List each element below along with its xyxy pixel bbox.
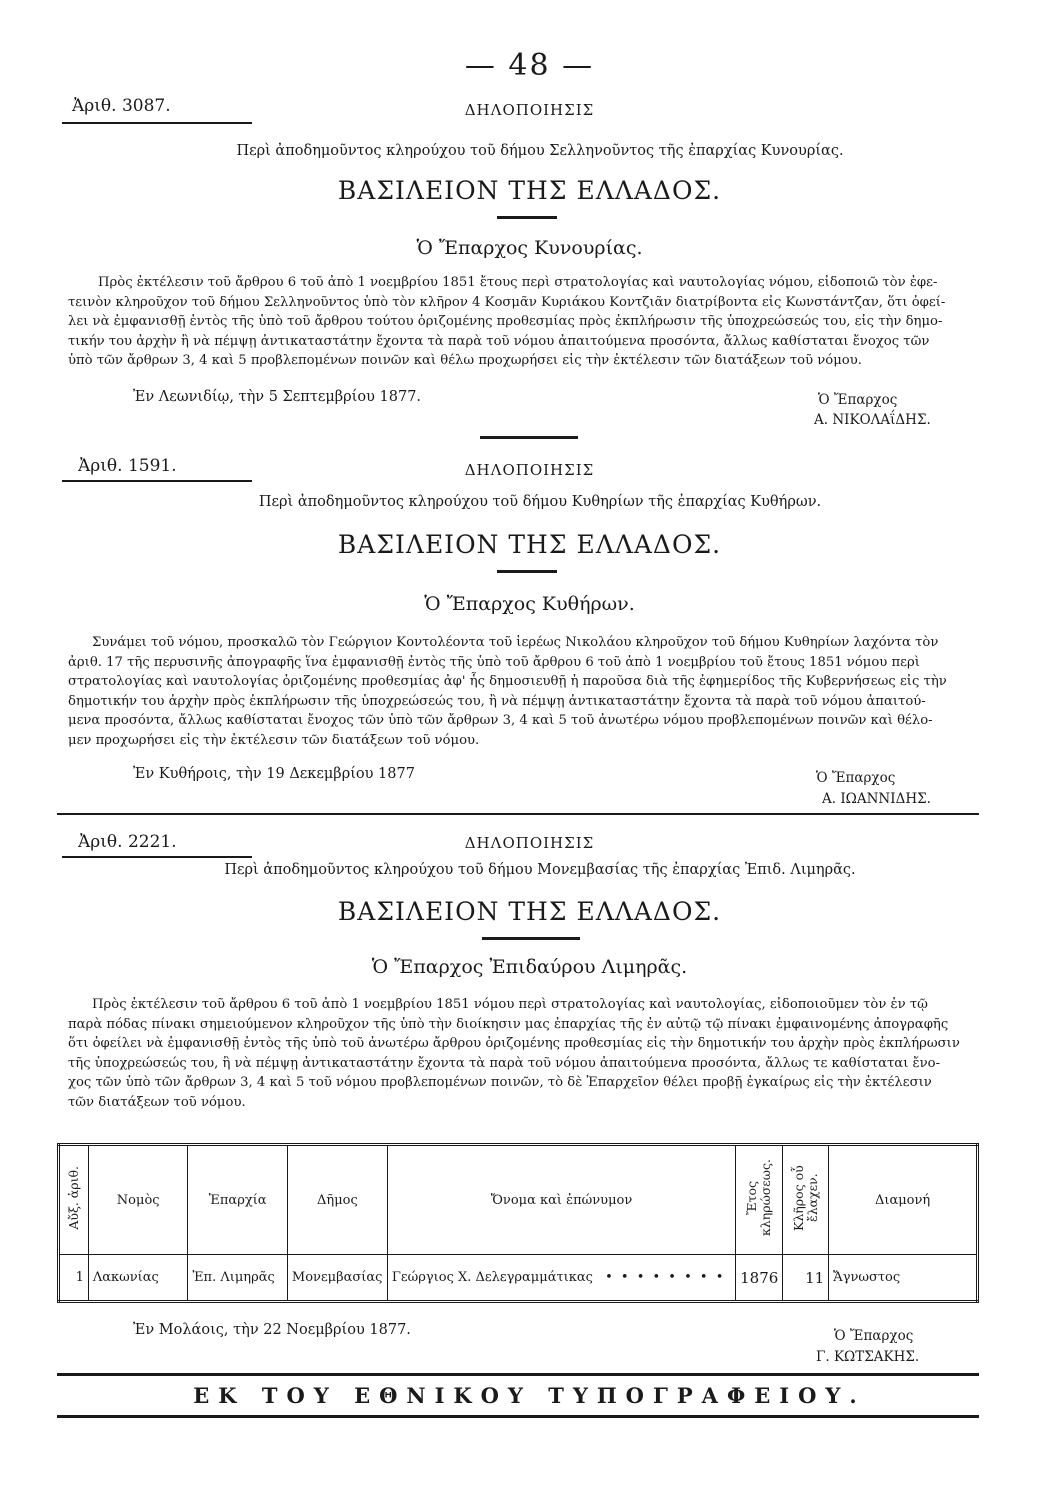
notice-1-prefect: Ὁ Ἔπαρχος Κυνουρίας. [416, 237, 643, 259]
notice-3-date: Ἐν Μολάοις, τὴν 22 Νοεμβρίου 1877. [133, 1322, 411, 1338]
body-line: δημοτικήν του ἀρχὴν πρὸς ἐκπλήρωσιν τῆς ὑποχρεώσεώς του, ἢ νὰ πέμψῃ ἀντικαταστάτην ἔχοντα τὰ παρὰ τοῦ νόμου ἀπαιτού- [68, 693, 926, 709]
notice-2-number: Ἀριθ. 1591. [78, 456, 177, 476]
notice-2-prefect: Ὁ Ἔπαρχος Κυθήρων. [424, 593, 635, 615]
cell-residence: Ἄγνωστος [829, 1255, 978, 1302]
body-line: μενα προσόντα, ἄλλως καθίσταται ἔνοχος τῶν ὑπὸ τῶν ἄρθρων 3, 4 καὶ 5 τοῦ ἀνωτέρω νόμου προβλεπομένων ποινῶν καὶ θέλο- [68, 713, 933, 728]
notice-2-ornament-rule [497, 570, 557, 573]
notice-2-number-underline [62, 480, 252, 482]
notice-separator [480, 436, 578, 439]
notice-3-heading: ΔΗΛΟΠΟΙΗΣΙΣ [464, 834, 595, 852]
col-header-residence: Διαμονή [829, 1145, 978, 1255]
notice-separator [57, 813, 979, 815]
notice-3-body [68, 995, 978, 1112]
notice-1-body [68, 273, 978, 371]
cell-serial: 1 [59, 1255, 89, 1302]
conscript-table [57, 1143, 979, 1303]
notice-3-signer-name: Γ. ΚΩΤΣΑΚΗΣ. [816, 1349, 920, 1365]
notice-1-signer-name: Α. ΝΙΚΟΛΑΐΔΗΣ. [814, 412, 931, 428]
notice-1-ornament-rule [497, 216, 557, 219]
notice-1-signer-title: Ὁ Ἔπαρχος [818, 392, 898, 408]
notice-3-signer-title: Ὁ Ἔπαρχος [834, 1328, 914, 1344]
col-header-name: Ὄνομα καὶ ἐπώνυμον [387, 1145, 735, 1255]
notice-2-signer-name: Α. ΙΩΑΝΝΙΔΗΣ. [822, 791, 931, 807]
table-row [59, 1255, 978, 1302]
notice-1-number-underline [62, 122, 252, 124]
col-header-serial: Αὔξ. ἀριθ. [59, 1145, 89, 1255]
col-header-year: Ἔτος κληρώσεως. [736, 1145, 783, 1255]
notice-2-date: Ἐν Κυθήροις, τὴν 19 Δεκεμβρίου 1877 [133, 766, 415, 782]
body-line: τῆς ὑποχρεώσεώς του, ἢ νὰ πέμψῃ ἀντικαταστάτην ἔχοντα τὰ παρὰ τοῦ νόμου ἀπαιτούμενα προσόντα, ἄλλως τε καθίσταται ἔνο- [68, 1055, 941, 1071]
body-line: Πρὸς ἐκτέλεσιν τοῦ ἄρθρου 6 τοῦ ἀπὸ 1 νοεμβρίου 1851 ἔτους περὶ στρατολογίας καὶ ναυτολογίας νόμου, εἰδοποιῶ τὸν ἐφε- [98, 275, 938, 290]
cell-nomos: Λακωνίας [88, 1255, 188, 1302]
body-line: Πρὸς ἐκτέλεσιν τοῦ ἄρθρου 6 τοῦ ἀπὸ 1 νοεμβρίου 1851 νόμου περὶ στρατολογίας καὶ ναυτολογίας, εἰδοποιοῦμεν τὸν ἐν τῷ [92, 997, 928, 1012]
page-number: — 48 — [464, 48, 595, 83]
body-line: ὅτι ὀφείλει νὰ ἐμφανισθῇ ἐντὸς τῆς ὑπὸ τοῦ ἀνωτέρω ἄρθρου ὁριζομένης προθεσμίας εἰς τὴν δημοτικήν του ἀρχὴν πρὸς ἐκπλήρωσιν [68, 1036, 960, 1051]
cell-year: 1876 [736, 1255, 783, 1302]
body-line: μεν προχωρήσει εἰς τὴν ἐκτέλεσιν τῶν διατάξεων τοῦ νόμου. [68, 732, 480, 748]
printer-imprint: ΕΚ ΤΟΥ ΕΘΝΙΚΟΥ ΤΥΠΟΓΡΑΦΕΙΟΥ. [193, 1383, 866, 1408]
cell-name [387, 1255, 735, 1302]
col-header-lot: Κλῆρος οὗ ἔλαχεν. [783, 1145, 829, 1255]
cell-name-text: Γεώργιος Χ. Δελεγραμμάτικας [391, 1270, 593, 1285]
notice-1-number: Ἀριθ. 3087. [72, 96, 171, 116]
notice-1-date: Ἐν Λεωνιδίῳ, τὴν 5 Σεπτεμβρίου 1877. [133, 389, 422, 405]
body-line: ὑπὸ τῶν ἄρθρων 3, 4 καὶ 5 προβλεπομένων ποινῶν καὶ θέλω προχωρήσει εἰς τὴν ἐκτέλεσιν τῶν διατάξεων τοῦ νόμου. [68, 353, 862, 368]
notice-3-subject: Περὶ ἀποδημοῦντος κληρούχου τοῦ δήμου Μονεμβασίας τῆς ἐπαρχίας Ἐπιδ. Λιμηρᾶς. [224, 862, 856, 878]
notice-3-prefect: Ὁ Ἔπαρχος Ἐπιδαύρου Λιμηρᾶς. [371, 956, 688, 978]
table-header-row [59, 1145, 978, 1255]
cell-dimos: Μονεμβασίας [287, 1255, 387, 1302]
body-line: τικήν του ἀρχὴν ἢ νὰ πέμψῃ ἀντικαταστάτην ἔχοντα τὰ παρὰ τοῦ νόμου ἀπαιτούμενα προσόντα, ἄλλως καθίσταται ἔνοχος τῶν [68, 333, 930, 349]
notice-3-number-underline [62, 856, 252, 858]
body-line: στρατολογίας καὶ ναυτολογίας ὁριζομένης προθεσμίας ἀφ' ἧς δημοσιευθῇ ἡ παροῦσα διὰ τῆς ἐφημερίδος τῆς Κυβερνήσεως εἰς τὴν [68, 674, 947, 689]
body-line: παρὰ πόδας πίνακι σημειούμενον κληροῦχον τῆς ὑπὸ τὴν διοίκησιν μας ἐπαρχίας τῆς ἐν αὐτῷ τῷ πίνακι ἐμφαινομένης ἀπογραφῆς [68, 1016, 949, 1032]
notice-3-number: Ἀριθ. 2221. [78, 832, 177, 852]
col-header-nomos: Νομὸς [88, 1145, 188, 1255]
footer-top-rule [57, 1373, 979, 1376]
notice-1-subject: Περὶ ἀποδημοῦντος κληρούχου τοῦ δήμου Σελληνοῦντος τῆς ἐπαρχίας Κυνουρίας. [236, 143, 844, 159]
notice-1-heading: ΔΗΛΟΠΟΙΗΣΙΣ [464, 101, 595, 119]
notice-1-kingdom: ΒΑΣΙΛΕΙΟΝ ΤΗΣ ΕΛΛΑΔΟΣ. [337, 176, 722, 205]
notice-3-kingdom: ΒΑΣΙΛΕΙΟΝ ΤΗΣ ΕΛΛΑΔΟΣ. [337, 897, 722, 926]
notice-2-heading: ΔΗΛΟΠΟΙΗΣΙΣ [464, 461, 595, 479]
footer-bottom-rule [57, 1415, 979, 1418]
notice-2-kingdom: ΒΑΣΙΛΕΙΟΝ ΤΗΣ ΕΛΛΑΔΟΣ. [337, 530, 722, 559]
body-line: ἀριθ. 17 τῆς περυσινῆς ἀπογραφῆς ἵνα ἐμφανισθῇ ἐντὸς τῆς ὑπὸ τοῦ ἄρθρου 6 τοῦ ἀπὸ 1 νοεμβρίου τοῦ ἔτους 1851 νόμου περὶ [68, 654, 920, 670]
notice-2-body [68, 633, 978, 750]
notice-2-subject: Περὶ ἀποδημοῦντος κληρούχου τοῦ δήμου Κυθηρίων τῆς ἐπαρχίας Κυθήρων. [258, 494, 822, 510]
body-line: τῶν διατάξεων τοῦ νόμου. [68, 1094, 246, 1110]
col-header-eparchia: Ἐπαρχία [188, 1145, 287, 1255]
body-line: Συνάμει τοῦ νόμου, προσκαλῶ τὸν Γεώργιον Κοντολέοντα τοῦ ἱερέως Νικολάου κληροῦχον τοῦ δήμου Κυθηρίων λαχόντα τὸν [92, 635, 939, 650]
body-line: χος τῶν ὑπὸ τῶν ἄρθρων 3, 4 καὶ 5 τοῦ νόμου προβλεπομένων ποινῶν, τὸ δὲ Ἐπαρχεῖον θέλει προβῇ ἐγκαίρως εἰς τὴν ἐκτέλεσιν [68, 1075, 932, 1090]
body-line: λει νὰ ἐμφανισθῇ ἐντὸς τῆς ὑπὸ τοῦ ἄρθρου τούτου ὁριζομένης προθεσμίας πρὸς ἐκπλήρωσιν τῆς ὑποχρεώσεώς του, εἰς τὴν δημο- [68, 314, 943, 329]
notice-2-signer-title: Ὁ Ἔπαρχος [816, 770, 896, 786]
body-line: τεινὸν κληροῦχον τοῦ δήμου Σελληνοῦντος ὑπὸ τὸν κλῆρον 4 Κοσμᾶν Κυριάκου Κοντζιᾶν διατρίβοντα εἰς Κωνστάντζαν, ὅτι ὀφεί- [68, 294, 946, 310]
cell-lot: 11 [783, 1255, 829, 1302]
col-header-dimos: Δῆμος [287, 1145, 387, 1255]
cell-eparchia: Ἐπ. Λιμηρᾶς [188, 1255, 287, 1302]
notice-3-ornament-rule [482, 937, 580, 940]
cell-name-leader: • • • • • • • • [605, 1270, 726, 1285]
